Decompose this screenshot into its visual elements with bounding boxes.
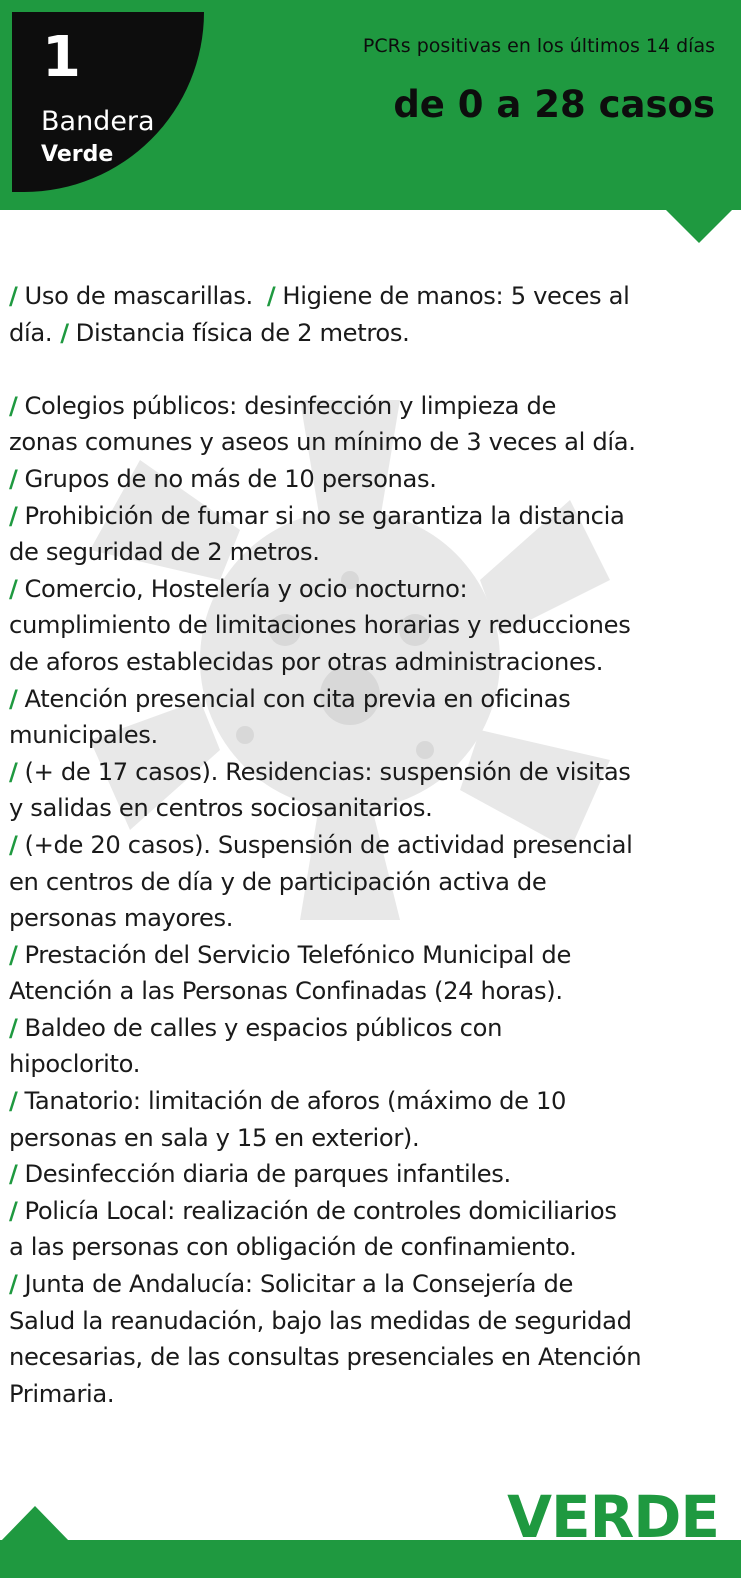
slash-marker: /	[9, 830, 18, 859]
measure-text: Atención presencial con cita previa en oficinas	[24, 684, 571, 713]
measure-line	[9, 571, 739, 608]
measure-text: municipales.	[9, 721, 158, 750]
slash-marker: /	[9, 1087, 18, 1116]
measure-line	[9, 790, 739, 827]
measures-list	[9, 278, 739, 1412]
spacer	[9, 351, 739, 388]
measure-line	[9, 461, 739, 498]
slash-marker: /	[266, 282, 276, 310]
flag-color: Verde	[41, 142, 114, 167]
measure-text: Grupos de no más de 10 personas.	[24, 464, 437, 493]
slash-marker: /	[9, 1160, 18, 1189]
measure-text: cumplimiento de limitaciones horarias y reducciones	[9, 611, 631, 640]
measure-text: Atención a las Personas Confinadas (24 horas).	[9, 977, 563, 1006]
measure-line	[9, 1156, 739, 1193]
measure-text: día.	[9, 318, 53, 347]
measure-line	[9, 424, 739, 461]
measure-text: Salud la reanudación, bajo las medidas de seguridad	[9, 1306, 632, 1335]
measure-line	[9, 1010, 739, 1047]
slash-marker: /	[9, 574, 18, 603]
measure-text: personas en sala y 15 en exterior).	[9, 1123, 420, 1152]
measure-text: zonas comunes y aseos un mínimo de 3 veces al día.	[9, 428, 636, 457]
measure-line	[9, 937, 739, 974]
measure-line	[9, 388, 739, 425]
measure-line	[9, 827, 739, 864]
measure-line	[9, 1303, 739, 1340]
header-notch	[665, 209, 733, 243]
slash-marker: /	[9, 1270, 18, 1299]
measure-text: y salidas en centros sociosanitarios.	[9, 794, 433, 823]
measure-line	[9, 644, 739, 681]
measure-line	[9, 754, 739, 791]
measure-text: en centros de día y de participación activa de	[9, 867, 547, 896]
slash-marker: /	[9, 757, 18, 786]
measure-line	[9, 607, 739, 644]
measure-text: Desinfección diaria de parques infantiles.	[24, 1160, 511, 1189]
measure-line	[9, 315, 739, 352]
slash-marker: /	[9, 1013, 18, 1042]
measure-line	[9, 681, 739, 718]
measure-text: Tanatorio: limitación de aforos (máximo de 10	[24, 1087, 567, 1116]
measure-line	[9, 1229, 739, 1266]
measure-text: hipoclorito.	[9, 1050, 141, 1079]
slash-marker: /	[9, 464, 18, 493]
measure-line	[9, 1083, 739, 1120]
measure-line	[9, 864, 739, 901]
measure-text: Comercio, Hostelería y ocio nocturno:	[24, 574, 468, 603]
measure-text: Baldeo de calles y espacios públicos con	[24, 1013, 503, 1042]
measure-line	[9, 1339, 739, 1376]
flag-word: Bandera	[41, 106, 155, 137]
measure-text: (+ de 17 casos). Residencias: suspensión de visitas	[24, 757, 631, 786]
measure-line	[9, 1266, 739, 1303]
measure-text: Prohibición de fumar si no se garantiza la distancia	[24, 501, 625, 530]
measure-line	[9, 1193, 739, 1230]
measure-line	[9, 534, 739, 571]
measure-line	[9, 1120, 739, 1157]
level-number: 1	[42, 25, 81, 90]
measure-text: Policía Local: realización de controles domiciliarios	[24, 1196, 617, 1225]
measure-text: de aforos establecidas por otras administraciones.	[9, 647, 604, 676]
header-range: de 0 a 28 casos	[393, 83, 715, 126]
measure-line	[9, 900, 739, 937]
measure-line	[9, 498, 739, 535]
measure-text: a las personas con obligación de confinamiento.	[9, 1233, 577, 1262]
measure-text: Colegios públicos: desinfección y limpieza de	[24, 391, 557, 420]
slash-marker: /	[9, 684, 18, 713]
header-subtitle: PCRs positivas en los últimos 14 días	[362, 35, 715, 57]
measure-text: Uso de mascarillas.	[24, 282, 253, 310]
measure-text: (+de 20 casos). Suspensión de actividad presencial	[24, 830, 633, 859]
measure-line	[9, 1376, 739, 1413]
slash-marker: /	[9, 391, 18, 420]
footer-color-word: VERDE	[507, 1483, 719, 1551]
slash-marker: /	[9, 282, 18, 310]
measure-text: de seguridad de 2 metros.	[9, 538, 320, 567]
measure-text: necesarias, de las consultas presenciales en Atención	[9, 1343, 642, 1372]
measure-line	[9, 717, 739, 754]
slash-marker: /	[9, 501, 18, 530]
measure-line	[9, 1046, 739, 1083]
slash-marker: /	[9, 940, 18, 969]
measure-line	[9, 973, 739, 1010]
measure-text: Primaria.	[9, 1379, 115, 1408]
slash-marker: /	[60, 318, 69, 347]
slash-marker: /	[9, 1196, 18, 1225]
measure-text: Prestación del Servicio Telefónico Municipal de	[24, 940, 571, 969]
measure-text: Junta de Andalucía: Solicitar a la Consejería de	[24, 1270, 573, 1299]
measure-text: Higiene de manos: 5 veces al	[282, 282, 630, 310]
measure-text: Distancia física de 2 metros.	[75, 318, 410, 347]
footer-triangle	[0, 1506, 70, 1542]
measure-line	[9, 278, 739, 315]
measure-lines	[9, 388, 739, 1413]
measure-text: personas mayores.	[9, 904, 234, 933]
